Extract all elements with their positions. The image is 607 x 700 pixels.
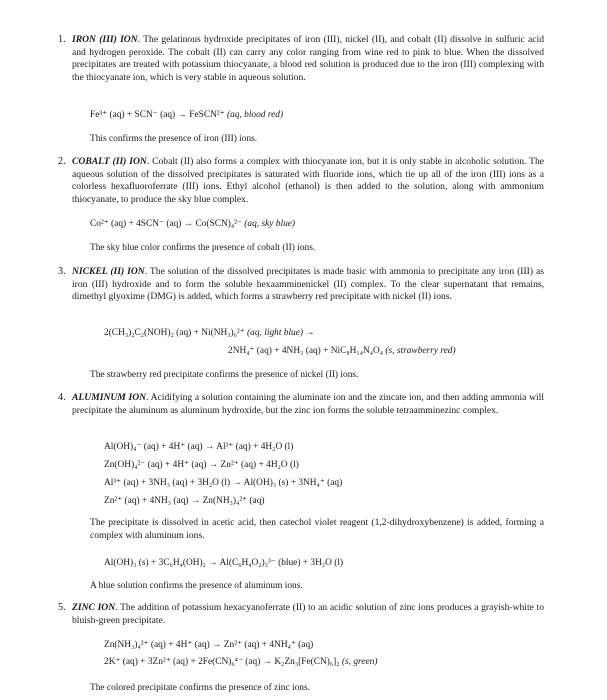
equation-text: 2NH₄⁺ (aq) + 4NH₃ (aq) + NiC₈H₁₄N₄O₄ — [228, 346, 384, 356]
section-heading: NICKEL (II) ION — [72, 266, 145, 277]
equation-state: (s, strawberry red) — [385, 346, 456, 356]
equation-text: Co²⁺ (aq) + 4SCN⁻ (aq) → Co(SCN)₄²⁻ — [90, 219, 242, 229]
equation-text: 2(CH₃)₂C₂(NOH)₂ (aq) + Ni(NH₃)₆²⁺ — [104, 328, 245, 338]
section-number: 5. — [58, 602, 66, 613]
equation-aluminum-4: Zn²⁺ (aq) + 4NH₃ (aq) → Zn(NH₃)₄²⁺ (aq) — [104, 496, 265, 506]
section-paragraph: NICKEL (II) ION. The solution of the dissolved precipitates is made basic with ammonia to precipitate any iron (III) as iron (III) hydroxide and to form the soluble hexaamminenickel (II) complex. To the clear supernatant that remains, dimethyl glyoxime (DMG) is added, which forms a strawberry red precipitate with nickel (II) ions. — [72, 266, 545, 303]
equation-nickel-1 — [104, 327, 315, 339]
equation-aluminum-3: Al³⁺ (aq) + 3NH₃ (aq) + 3H₂O (l) → Al(OH)₃ (s) + 3NH₄⁺ (aq) — [104, 478, 343, 488]
section-body: The addition of potassium hexacyanoferrate (II) to an acidic solution of zinc ions produces a grayish-white to bluish-green precipitate. — [72, 602, 545, 626]
section-number: 2. — [58, 156, 66, 167]
section-cobalt — [58, 156, 544, 206]
equation-cobalt — [90, 218, 295, 230]
equation-zinc-1: Zn(NH₃)₄²⁺ (aq) + 4H⁺ (aq) → Zn²⁺ (aq) + 4NH₄⁺ (aq) — [104, 640, 314, 650]
equation-aluminum-1: Al(OH)₄⁻ (aq) + 4H⁺ (aq) → Al³⁺ (aq) + 4H₂O (l) — [104, 442, 294, 452]
section-paragraph: COBALT (II) ION. Cobalt (II) also forms a complex with thiocyanate ion, but it is only stable in alcoholic solution. The aqueous solution of the dissolved precipitates is saturated with fluoride ions, which tie up all of the iron (III) ions as a colorless hexafluoroferrate (III) ions. Ethyl alcohol (ethanol) is then added to the solution, along with ammonium thiocyanate, to produce the sky blue complex. — [72, 156, 544, 205]
section-body: The solution of the dissolved precipitates is made basic with ammonia to precipitate any iron (III) as iron (III) hydroxide and to form the soluble hexaamminenickel (II) complex. To the clear supernatant that remains, dimethyl glyoxime (DMG) is added, which forms a strawberry red precipitate with nickel (II) ions. — [72, 266, 545, 303]
section-paragraph: ZINC ION. The addition of potassium hexacyanoferrate (II) to an acidic solution of zinc ions produces a grayish-white to bluish-green precipitate. — [72, 602, 545, 626]
aluminum-middle — [90, 517, 544, 542]
section-heading: ALUMINUM ION — [72, 392, 147, 403]
equation-state: (aq, sky blue) — [244, 219, 296, 229]
section-zinc — [58, 602, 545, 627]
equation-nickel-2 — [228, 345, 456, 357]
section-heading: COBALT (II) ION — [72, 156, 147, 167]
section-aluminum — [58, 392, 544, 417]
section-body: The gelatinous hydroxide precipitates of iron (III), nickel (II), and cobalt (II) dissolve in sulfuric acid and hydrogen peroxide. The cobalt (II) can carry any color ranging from wine red to pink to blue. When the dissolved precipitates are treated with potassium thiocyanate, a blood red solution is produced due to the iron (III) complexing with the thiocyanate ion, which is very stable in aqueous solution. — [72, 34, 545, 83]
section-paragraph: IRON (III) ION. The gelatinous hydroxide precipitates of iron (III), nickel (II), and cobalt (II) dissolve in sulfuric acid and hydrogen peroxide. The cobalt (II) can carry any color ranging from wine red to pink to blue. When the dissolved precipitates are treated with potassium thiocyanate, a blood red solution is produced due to the iron (III) complexing with the thiocyanate ion, which is very stable in aqueous solution. — [72, 34, 545, 83]
section-body: Acidifying a solution containing the aluminate ion and the zincate ion, and then adding ammonia will precipitate the aluminum as aluminum hydroxide, but the zinc ion forms the soluble tetraamminezinc complex. — [72, 392, 544, 416]
equation-aluminum-2: Zn(OH)₄²⁻ (aq) + 4H⁺ (aq) → Zn²⁺ (aq) + 4H₂O (l) — [104, 460, 299, 470]
section-iron — [58, 34, 545, 84]
section-middle: The precipitate is dissolved in acetic acid, then catechol violet reagent (1,2-dihydroxybenzene) is added, forming a complex with aluminum ions. — [90, 517, 544, 541]
conclusion-cobalt: The sky blue color confirms the presence of cobalt (II) ions. — [90, 243, 316, 253]
equation-aluminum-5: Al(OH)₃ (s) + 3C₆H₄(OH)₂ → Al(C₆H₄O₂)₃³⁻ (blue) + 3H₂O (l) — [104, 558, 344, 568]
section-number: 1. — [58, 34, 66, 45]
equation-text: Fe³⁺ (aq) + SCN⁻ (aq) → FeSCN²⁺ — [90, 110, 225, 120]
conclusion-zinc: The colored precipitate confirms the presence of zinc ions. — [90, 683, 310, 693]
conclusion-iron: This confirms the presence of iron (III) ions. — [90, 134, 258, 144]
section-number: 4. — [58, 392, 66, 403]
section-nickel — [58, 266, 545, 304]
equation-text: 2K⁺ (aq) + 3Zn²⁺ (aq) + 2Fe(CN)₆⁴⁻ (aq) → K₂Zn₃[Fe(CN)₆]₂ — [104, 657, 340, 667]
equation-state: (aq, light blue) → — [247, 328, 315, 338]
equation-iron — [90, 109, 283, 121]
equation-state: (s, green) — [341, 657, 378, 667]
equation-zinc-2 — [104, 656, 377, 668]
section-heading: ZINC ION — [72, 602, 116, 613]
section-heading: IRON (III) ION — [72, 34, 138, 45]
section-number: 3. — [58, 266, 66, 277]
conclusion-aluminum: A blue solution confirms the presence of aluminum ions. — [90, 581, 303, 591]
section-body: Cobalt (II) also forms a complex with thiocyanate ion, but it is only stable in alcoholic solution. The aqueous solution of the dissolved precipitates is saturated with fluoride ions, which tie up all of the iron (III) ions as a colorless hexafluoroferrate (III) ions. Ethyl alcohol (ethanol) is then added to the solution, along with ammonium thiocyanate, to produce the sky blue complex. — [72, 156, 544, 205]
section-paragraph: ALUMINUM ION. Acidifying a solution containing the aluminate ion and the zincate ion, and then adding ammonia will precipitate the aluminum as aluminum hydroxide, but the zinc ion forms the soluble tetraamminezinc complex. — [72, 392, 544, 416]
conclusion-nickel: The strawberry red precipitate confirms the presence of nickel (II) ions. — [90, 370, 359, 380]
equation-state: (aq, blood red) — [226, 110, 284, 120]
